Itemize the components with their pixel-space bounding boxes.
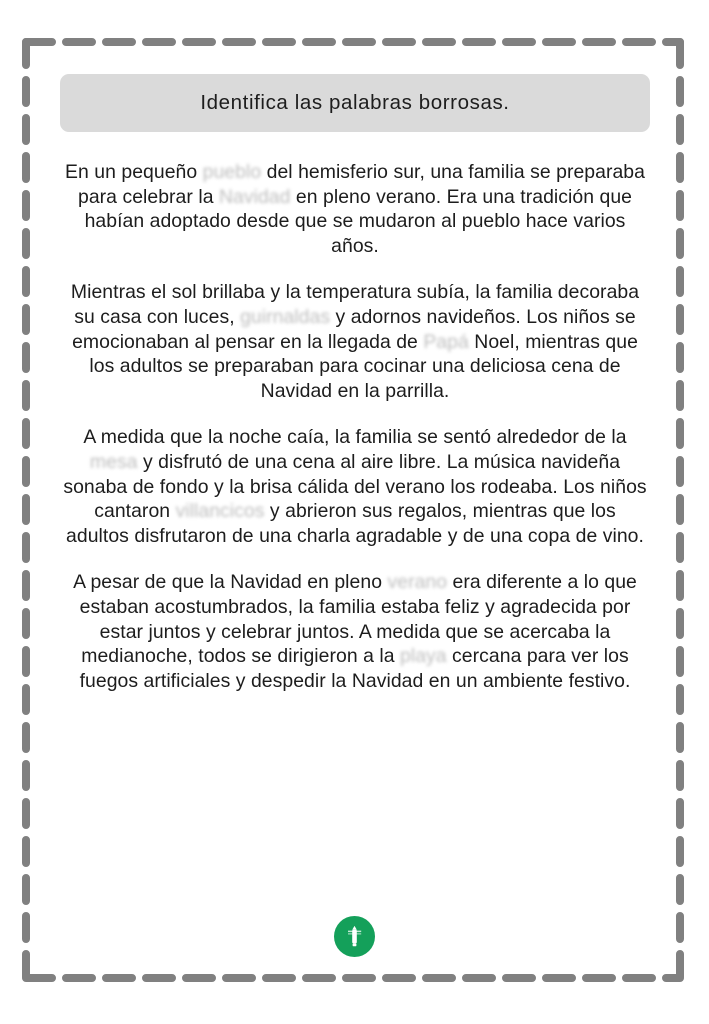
marker-pen-icon bbox=[334, 916, 375, 957]
blurred-word: Navidad bbox=[218, 185, 291, 208]
blurred-word: verano bbox=[387, 571, 448, 594]
text-run: A pesar de que la Navidad en pleno bbox=[73, 571, 388, 594]
text-run: del hemisferio sur, una familia se preparaba para celebrar la bbox=[78, 161, 645, 208]
text-run: Noel, mientras que los adultos se preparaban para cocinar una deliciosa cena de Navidad en la parrilla. bbox=[89, 330, 638, 402]
paragraph-2 bbox=[62, 280, 648, 403]
blurred-word: villancicos bbox=[175, 500, 265, 523]
paragraph-1 bbox=[62, 160, 648, 258]
text-run: Mientras el sol brillaba y la temperatura subía, la familia decoraba su casa con luces, bbox=[70, 281, 640, 328]
text-run: y disfrutó de una cena al aire libre. La música navideña sonaba de fondo y la brisa cálida del verano los rodeaba. Los niños cantaron bbox=[63, 450, 647, 523]
blurred-word: mesa bbox=[89, 450, 138, 473]
text-run: en pleno verano. Era una tradición que habían adoptado desde que se mudaron al pueblo hace varios años. bbox=[84, 185, 632, 257]
text-run: y adornos navideños. Los niños se emocionaban al pensar en la llegada de bbox=[72, 305, 636, 353]
blurred-word: guirnaldas bbox=[240, 305, 331, 328]
text-run: era diferente a lo que estaban acostumbrados, la familia estaba feliz y agradecida por estar juntos y celebrar juntos. A medida que se acercaba la medianoche, todos se dirigieron a la bbox=[79, 571, 637, 668]
blurred-word: pueblo bbox=[202, 161, 262, 183]
instruction-banner bbox=[60, 74, 650, 132]
text-run: En un pequeño bbox=[65, 161, 203, 183]
blurred-word: Papá bbox=[423, 330, 469, 353]
footer-logo bbox=[334, 916, 375, 957]
page-title: Identifica las palabras borrosas. bbox=[200, 91, 510, 114]
text-run: cercana para ver los fuegos artificiales y despedir la Navidad en un ambiente festivo. bbox=[79, 645, 631, 692]
text-run: A medida que la noche caía, la familia se sentó alrededor de la bbox=[83, 426, 627, 449]
paragraph-3 bbox=[62, 425, 648, 548]
blurred-word: playa bbox=[400, 645, 447, 668]
paragraph-4 bbox=[62, 570, 648, 693]
text-run: y abrieron sus regalos, mientras que los adultos disfrutaron de una charla agradable y de una copa de vino. bbox=[66, 500, 644, 547]
story-text bbox=[62, 160, 648, 693]
logo-circle bbox=[334, 916, 375, 957]
